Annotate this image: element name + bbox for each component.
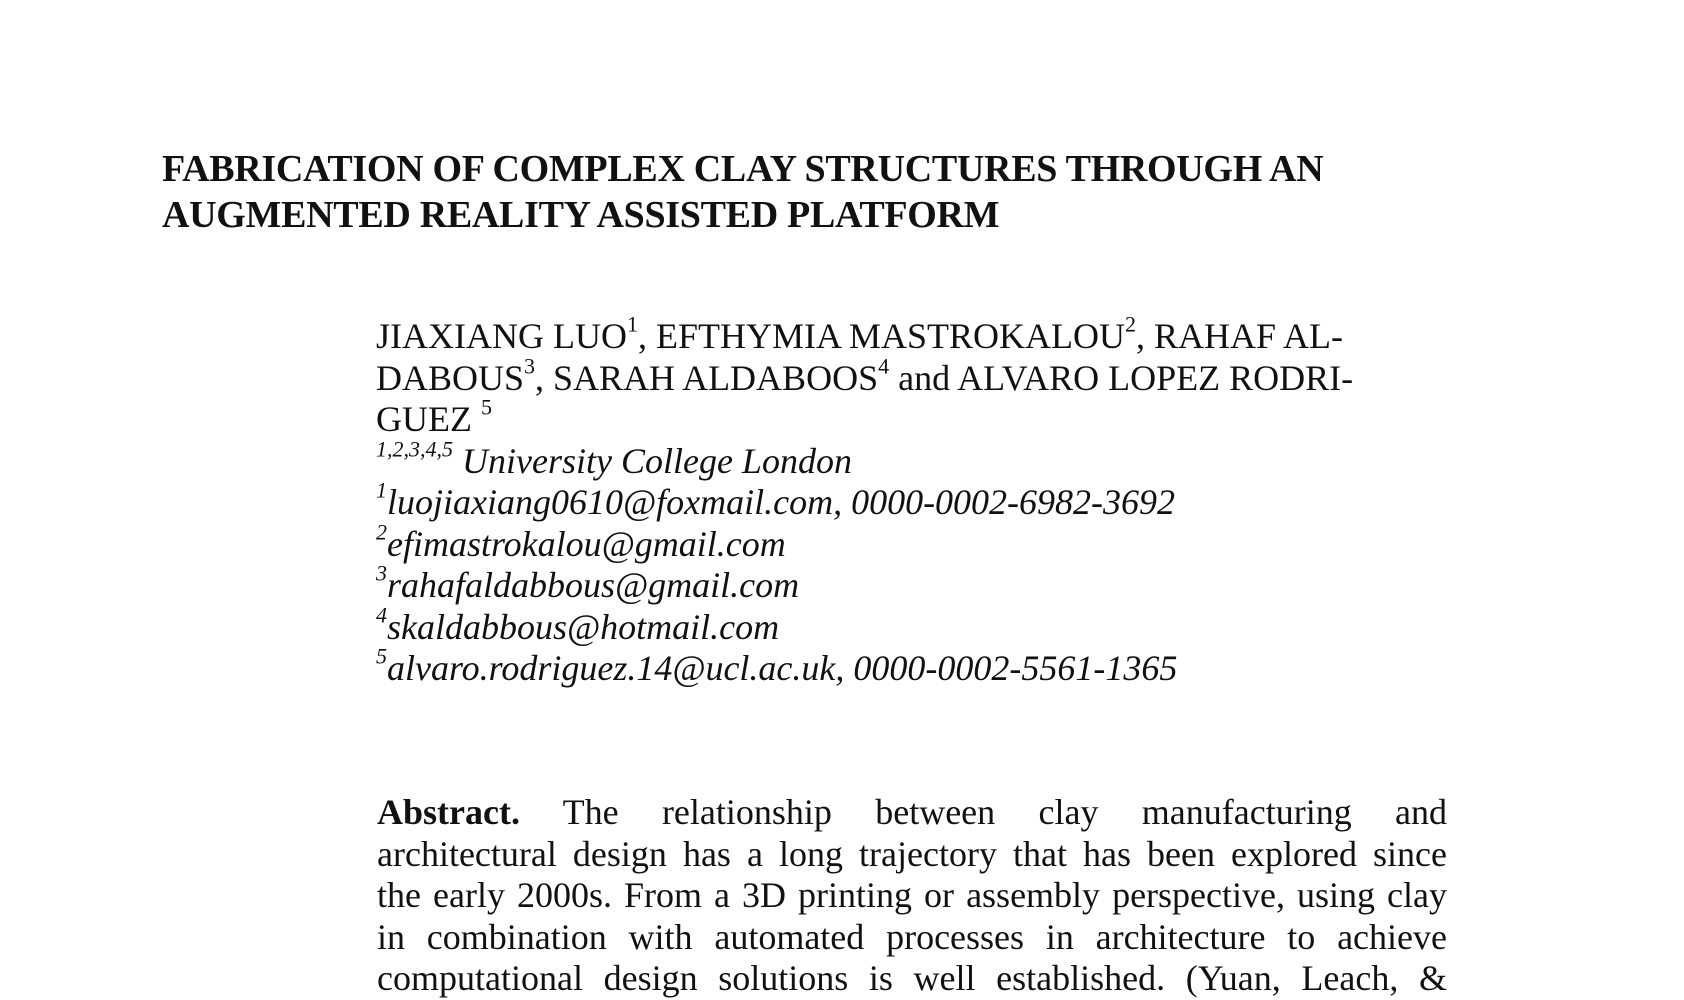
author-name: GUEZ: [376, 399, 481, 439]
affiliation-superscript: 1: [376, 477, 387, 503]
author-superscript: 1: [626, 311, 638, 337]
email-text: luojiaxiang0610@foxmail.com, 0000-0002-6982-3692: [387, 482, 1176, 522]
author-line-2: [376, 353, 1416, 400]
email-line: [376, 602, 1416, 649]
author-name: , SARAH ALDABOOS: [535, 357, 879, 398]
email-text: rahafaldabbous@gmail.com: [387, 565, 800, 605]
email-text: efimastrokalou@gmail.com: [387, 523, 786, 564]
paper-title: [162, 146, 1482, 238]
affiliation-superscript: 3: [376, 560, 387, 586]
email-line: [376, 477, 1416, 524]
email-line: [376, 643, 1416, 690]
abstract-text: The relationship between clay manufacturing and: [519, 792, 1447, 832]
affiliation-superscript: 5: [376, 643, 387, 669]
abstract-line-4: in combination with automated processes in architecture to achieve: [377, 916, 1447, 957]
author-superscript: 5: [480, 394, 492, 420]
abstract-line-1: [377, 792, 1447, 834]
abstract-label: Abstract.: [377, 792, 520, 832]
author-name: DABOUS: [376, 357, 525, 398]
affiliation-line: [376, 436, 1416, 483]
author-line-3: [376, 394, 1416, 441]
affiliation-superscript: 1,2,3,4,5: [376, 436, 453, 461]
affiliation-text: University College London: [453, 440, 852, 481]
affiliation-superscript: 4: [376, 602, 387, 627]
affiliation-superscript: 2: [376, 519, 387, 544]
email-line: [376, 560, 1416, 607]
email-text: alvaro.rodriguez.14@ucl.ac.uk, 0000-0002-5561-1365: [387, 648, 1178, 688]
author-name: , EFTHYMIA MASTROKALOU: [637, 316, 1125, 356]
author-superscript: 4: [878, 353, 890, 378]
abstract-paragraph: [377, 792, 1447, 1000]
author-block: [376, 311, 1416, 690]
author-line-1: [376, 311, 1416, 358]
abstract-line-5: computational design solutions is well established. (Yuan, Leach, &: [377, 958, 1447, 998]
author-superscript: 2: [1125, 311, 1136, 337]
author-superscript: 3: [524, 353, 536, 378]
abstract-line-2: architectural design has a long trajectory that has been explored since: [377, 833, 1447, 874]
email-text: skaldabbous@hotmail.com: [387, 606, 780, 647]
email-line: [376, 519, 1416, 566]
author-name: and ALVARO LOPEZ RODRI-: [889, 357, 1354, 398]
author-name: JIAXIANG LUO: [376, 316, 627, 356]
title-line-2: AUGMENTED REALITY ASSISTED PLATFORM: [162, 194, 1000, 236]
abstract-line-3: the early 2000s. From a 3D printing or assembly perspective, using clay: [377, 875, 1447, 915]
title-line-1: FABRICATION OF COMPLEX CLAY STRUCTURES THROUGH AN: [162, 148, 1324, 190]
author-name: , RAHAF AL-: [1136, 316, 1344, 356]
